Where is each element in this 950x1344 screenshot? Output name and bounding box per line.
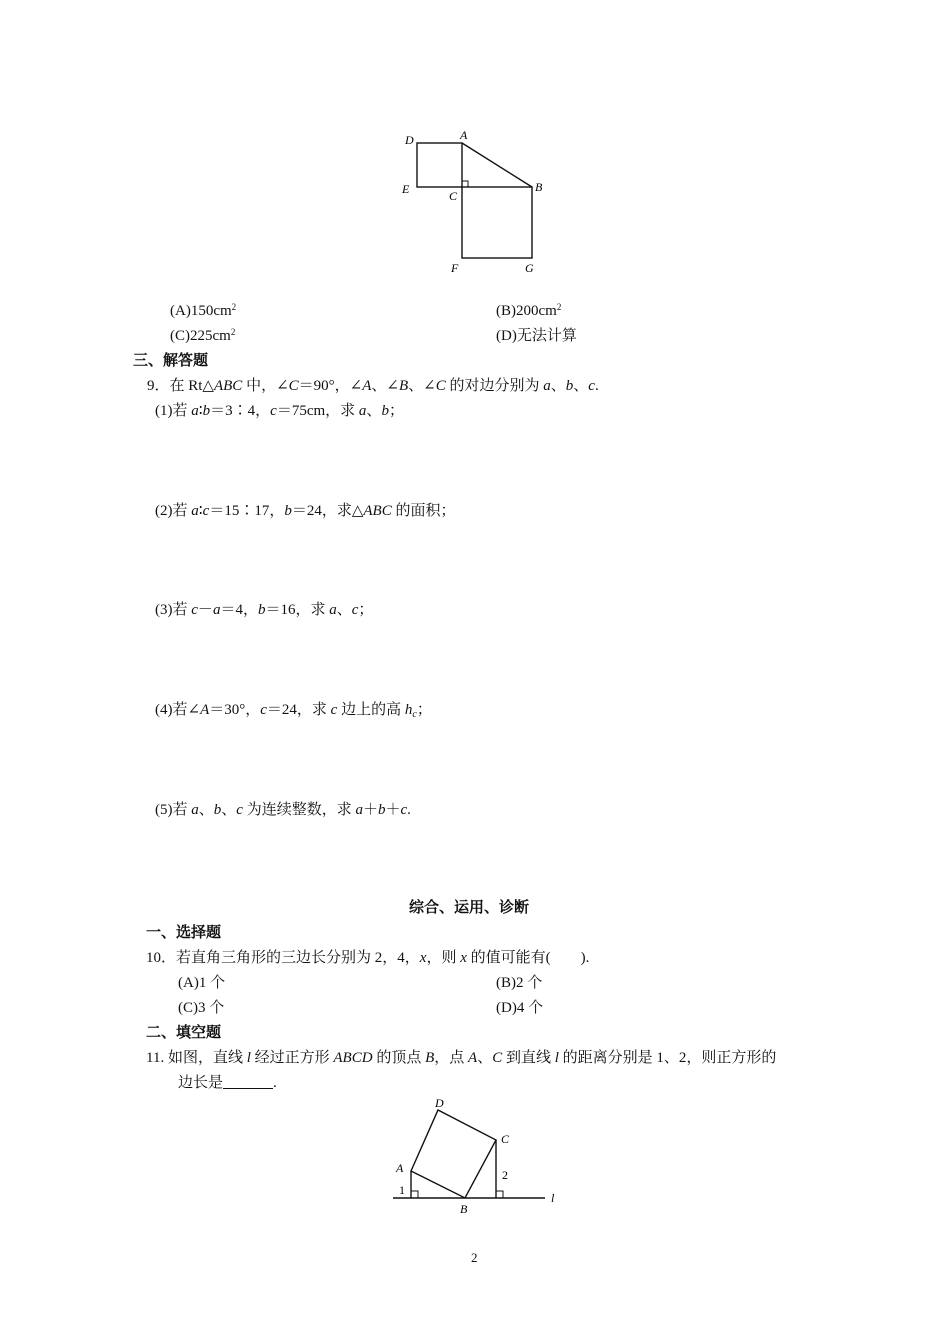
q9-part-5: (5)若 a、b、c 为连续整数，求 a＋b＋c. [155, 802, 411, 818]
large-square [462, 187, 532, 258]
q8-option-b: $(B)200cm^2$ [496, 302, 562, 319]
q9-part-2: (2)若 a∶c＝15∶17，b＝24，求△ABC 的面积； [155, 503, 456, 519]
label-f: F [451, 261, 459, 275]
section-heading: 综合、运用、诊断 [409, 900, 530, 916]
right-angle-mark-a [411, 1191, 418, 1198]
label-l: l [551, 1191, 555, 1205]
small-square [417, 143, 462, 187]
q9-part-3: (3)若 c－a＝4，b＝16，求 a、c； [155, 602, 374, 618]
answer-blank[interactable] [223, 1074, 273, 1089]
page-number: 2 [471, 1250, 478, 1265]
label-c: C [449, 189, 458, 203]
section-2-title: 二、填空题 [146, 1025, 222, 1041]
q11-line-2: 边长是 . [178, 1075, 277, 1091]
q8-option-d: (D)无法计算 [496, 328, 577, 344]
q9-part-4: (4)若∠A＝30°，c＝24，求 c 边上的高 $h_c$； [155, 702, 432, 720]
q10-option-d: (D)4 个 [496, 1000, 544, 1016]
q10-option-c: (C)3 个 [178, 1000, 225, 1016]
label-a: A [460, 128, 468, 142]
q9-stem: 9．在 Rt△ABC 中，∠C＝90°，∠A、∠B、∠C 的对边分别为 a、b、c. [147, 378, 599, 394]
q10-option-a: (A)1 个 [178, 975, 226, 991]
label-distance-2: 2 [502, 1168, 508, 1182]
label-distance-1: 1 [399, 1183, 405, 1197]
q11-line-1: 11. 如图，直线 l 经过正方形 ABCD 的顶点 B，点 A、C 到直线 l 的距离分别是 1、2，则正方形的 [146, 1050, 777, 1066]
square-abcd [411, 1110, 496, 1198]
label-a: A [396, 1161, 404, 1175]
section-1-title: 一、选择题 [146, 925, 222, 941]
q8-option-c: $(C)225cm^2$ [170, 327, 236, 344]
label-b: B [460, 1202, 468, 1216]
q10-option-b: (B)2 个 [496, 975, 543, 991]
hypotenuse-ab [462, 143, 532, 187]
label-e: E [402, 182, 410, 196]
right-angle-mark-c [496, 1191, 503, 1198]
label-g: G [525, 261, 534, 275]
right-angle-mark [462, 181, 468, 187]
label-c: C [501, 1132, 510, 1146]
label-d: D [435, 1096, 444, 1110]
figure-squares-triangle [390, 125, 560, 280]
label-b: B [535, 180, 543, 194]
q8-option-a: $(A)150cm^2$ [170, 302, 237, 319]
section-3-title: 三、解答题 [133, 353, 209, 369]
label-d: D [405, 133, 414, 147]
q10-stem: 10．若直角三角形的三边长分别为 2，4，x，则 x 的值可能有( ). [146, 950, 590, 966]
figure-square-on-line [385, 1092, 575, 1217]
q9-part-1: (1)若 a∶b＝3∶4，c＝75cm，求 a、b； [155, 403, 404, 419]
